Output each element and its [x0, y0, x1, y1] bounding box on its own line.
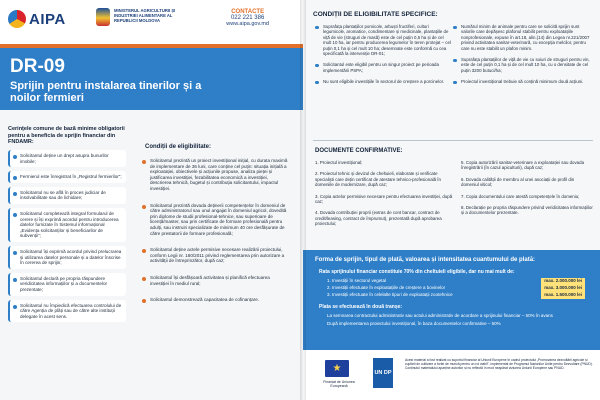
list-item: Solicitantul completează integral formularul de cerere și își exprimă acordul pentru introducerea datelor furnizate în Sistemul informațional „Evidența solicitanților și beneficiarilor de subvenții”;	[8, 208, 126, 242]
divider	[313, 140, 593, 141]
right-panel	[303, 0, 600, 400]
common-requirements-title: Cerințele comune de bază minime obligatorii pentru a beneficia de sprijin financiar din FNDAMR:	[8, 126, 125, 146]
tranches-list	[327, 313, 587, 329]
list-item: Nu sunt eligibile investițiile în sectorul de creștere a porcinelor.	[315, 79, 451, 84]
list-item: 6. Dovada calității de membru al unei asociații de profil din domeniul viticol;	[461, 176, 575, 188]
list-item: 8. Declarație pe propria răspundere privind veridicitatea informațiilor și a documentelor prezentate.	[461, 205, 593, 216]
contact-website: www.aipa.gov.md	[226, 21, 269, 27]
measure-subtitle: Sprijin pentru instalarea tinerilor și a noilor fermieri	[10, 80, 202, 104]
list-item: 7. Copia documentului care atestă competențele în domeniu;	[461, 193, 580, 199]
aipa-logo-text: AIPA	[29, 10, 66, 28]
fold-seam	[300, 0, 306, 400]
payment-title: Forma de sprijin, tipul de plată, valoarea și intensitatea cuantumului de plată:	[315, 257, 536, 263]
ministry-logo	[96, 8, 176, 26]
list-item: Solicitantul prezintă dovada deținerii competențelor în domeniul de către administratorul sau unul angajat în domeniul agricol, dovedită prin diplome de studii profesional-tehnice, sau superioare de licență/master, sau prin certificate de formare profesională pentru adulți, sau instruiri specializate de minimum 40 ore desfășurate de către prestatorii de formare profesională;	[140, 201, 290, 239]
eu-stars-icon: ★	[332, 363, 342, 374]
list-item: Numărul minim de animale pentru care se solicită sprijin sunt valorile care depășesc plafonul stabilit pentru exploatațiile nonprofesionale, expuse în art.18, alin.(14) din Legea nr.221/2007 privind activitatea sanitar-veterinară, cu excepția melcilor, pentru care nu este stabilit un plafon minim.	[453, 24, 591, 51]
list-item: Solicitantul își exprimă acordul privind prelucrarea și utilizarea datelor personale și a datelor înscrise în cererea de sprijin;	[8, 246, 126, 269]
amount-row	[327, 285, 587, 292]
header	[0, 0, 303, 44]
ministry-text: MINISTERUL AGRICULTURII ȘI INDUSTRIEI ALIMENTARE AL REPUBLICII MOLDOVA	[114, 8, 176, 23]
list-item: La semnarea contractului administrativ sau actului administrativ de acordare a sprijinului financiar – 50% în avans	[327, 313, 553, 318]
aipa-logo	[8, 10, 66, 28]
aipa-logo-icon	[8, 10, 26, 28]
payment-section	[303, 250, 600, 350]
amount-label: 3. Investiții efectuate în celelalte tipuri de exploatații zootehnice	[327, 292, 453, 297]
rate-title: Rata sprijinului financiar constituie 70% din cheltuieli eligibile, dar nu mai mult de:	[319, 269, 515, 275]
amount-max: max. 1.500.000 lei	[541, 292, 585, 299]
common-requirements-list	[8, 150, 126, 326]
list-item: Fermierul este înregistrat în „Registrul fermierilor”;	[8, 171, 126, 183]
documents-col1	[315, 160, 455, 233]
list-item: Solicitantul deține un drept asupra bunurilor imobile;	[8, 150, 126, 167]
contact-block	[226, 9, 269, 27]
amount-row	[327, 292, 587, 299]
list-item: Solicitantul își desfășoară activitatea și planifică efectuarea investiției în mediul rural;	[140, 273, 290, 288]
list-item: Solicitantul nu împiedică efectuarea controlului de către Agenția de plăți sau de către alte instituții delegate în acest sens.	[8, 300, 126, 323]
specific-conditions-col1	[315, 24, 451, 91]
list-item: Solicitantul deține actele permisive necesare realizării proiectului, conform Legii nr. 160/2011 privind reglementarea prin autorizare a activității de întreprinzător, după caz;	[140, 245, 290, 266]
footer	[303, 350, 600, 400]
list-item: 2. Proiectul tehnic și devizul de cheltuieli, elaborate și verificate specialiști care dețin certificat de atestare tehnico-profesională în domeniile de modernizare, după caz;	[315, 171, 441, 188]
documents-title: DOCUMENTE CONFIRMATIVE:	[315, 148, 403, 154]
specific-conditions-col2	[453, 24, 591, 91]
measure-code: DR-09	[10, 56, 65, 77]
list-item: Proiectul investițional trebuie să conțină minimum două acțiuni.	[453, 79, 591, 84]
contact-title: CONTACTE	[231, 9, 265, 15]
list-item: Solicitantul este eligibil pentru un singur proiect pe perioada implementării PSPA;	[315, 62, 451, 73]
list-item: Suprafața plantațiilor de viță de vie cu soiuri de struguri pentru vin, este de cel puțin 0,1 ha și de cel mult 10 ha, cu o densitate de cel puțin 3200 butuci/ha;	[453, 57, 591, 73]
list-item: 5. Copia autorizării sanitar-veterinare a exploatației sau dovada înregistrării (în cazul apiculturii), după caz;	[461, 160, 585, 171]
amount-max: max. 2.000.000 lei	[541, 278, 585, 285]
documents-col2	[461, 160, 593, 222]
amount-max: max. 3.000.000 lei	[541, 285, 585, 292]
specific-conditions-title: CONDIȚII DE ELIGIBILITATE SPECIFICE:	[313, 11, 438, 18]
footer-disclaimer: Acest material a fost realizat cu suportul financiar al Uniunii Europene în cadrul proiectului „Promovarea dezvoltării agricole și cuplării de cultivare a fortei de muncă pentru un rol viabil”, implementat de Programul Națiunilor Unite pentru Dezvoltare (PNUD). Conținutul materialului aparține autorilor și nu reflectă în mod neapărat viziunea Uniunii Europene sau PNUD.	[405, 358, 593, 371]
list-item: 1. Proiectul investițional;	[315, 160, 363, 165]
crest-icon	[96, 8, 110, 26]
list-item: Suprafața plantațiilor pomicole, arbuști fructiferi, culturi legumicole, aromatice, condimentare și medicinale, plantațiile de viță de vie (struguri de masă) este de cel puțin 0,5 ha și de cel mult 10 ha, iar pentru producerea legumelor în teren protejat – cel puțin 0,1 ha și cel mult 10 ha; desemnate este conformă cu cea specificată la intervenție DR-01;	[315, 24, 451, 56]
list-item: După implementarea proiectului investițional, în baza documentelor confirmative – 50%	[327, 321, 501, 326]
eligibility-list	[140, 156, 290, 312]
contact-phone: 022 221 386	[230, 15, 265, 21]
tranches-title: Plata se efectuează în două tranșe:	[319, 304, 403, 310]
eu-caption: Finanțat de Uniunea Europeană	[323, 380, 355, 389]
undp-logo: UN DP	[373, 358, 393, 388]
amounts-list	[327, 278, 587, 299]
amount-label: 1. Investiții în sectorul vegetal	[327, 278, 387, 283]
list-item: Solicitantul prezintă un proiect investițional inițial, cu durata maximă de implementare de 36 luni, care conține cel puțin: situația inițială a exploatației, obiectivele și acțiunile propuse, analiza pieței și justificarea investiției, fezabilitatea economică a investiției, descrierea tehnică, bugetul și contribuția solicitantului, impactul investiției.	[140, 156, 290, 194]
list-item: Solicitantul nu se află în proces judiciar de insolvabilitate sau de lichidare;	[8, 187, 126, 204]
list-item: Solicitantul declară pe propria răspundere veridicitatea informațiilor și a documentelor prezentate;	[8, 273, 126, 296]
list-item: 3. Copia actelor permisive necesare pentru efectuarea investiției, după caz;	[315, 193, 453, 205]
list-item: Solicitantul demonstrează capacitatea de cofinanțare.	[140, 295, 290, 305]
amount-row	[327, 278, 587, 285]
amount-label: 2. Investiții efectuate în exploatațiile de creștere a bovinelor	[327, 285, 446, 290]
list-item: 4. Dovada contribuției proprii (extras de cont bancar, contract de credit/leasing, contract de împrumut), prezentată după aprobarea proiectului;	[315, 210, 442, 227]
eligibility-title: Condiții de eligibilitate:	[145, 144, 211, 150]
